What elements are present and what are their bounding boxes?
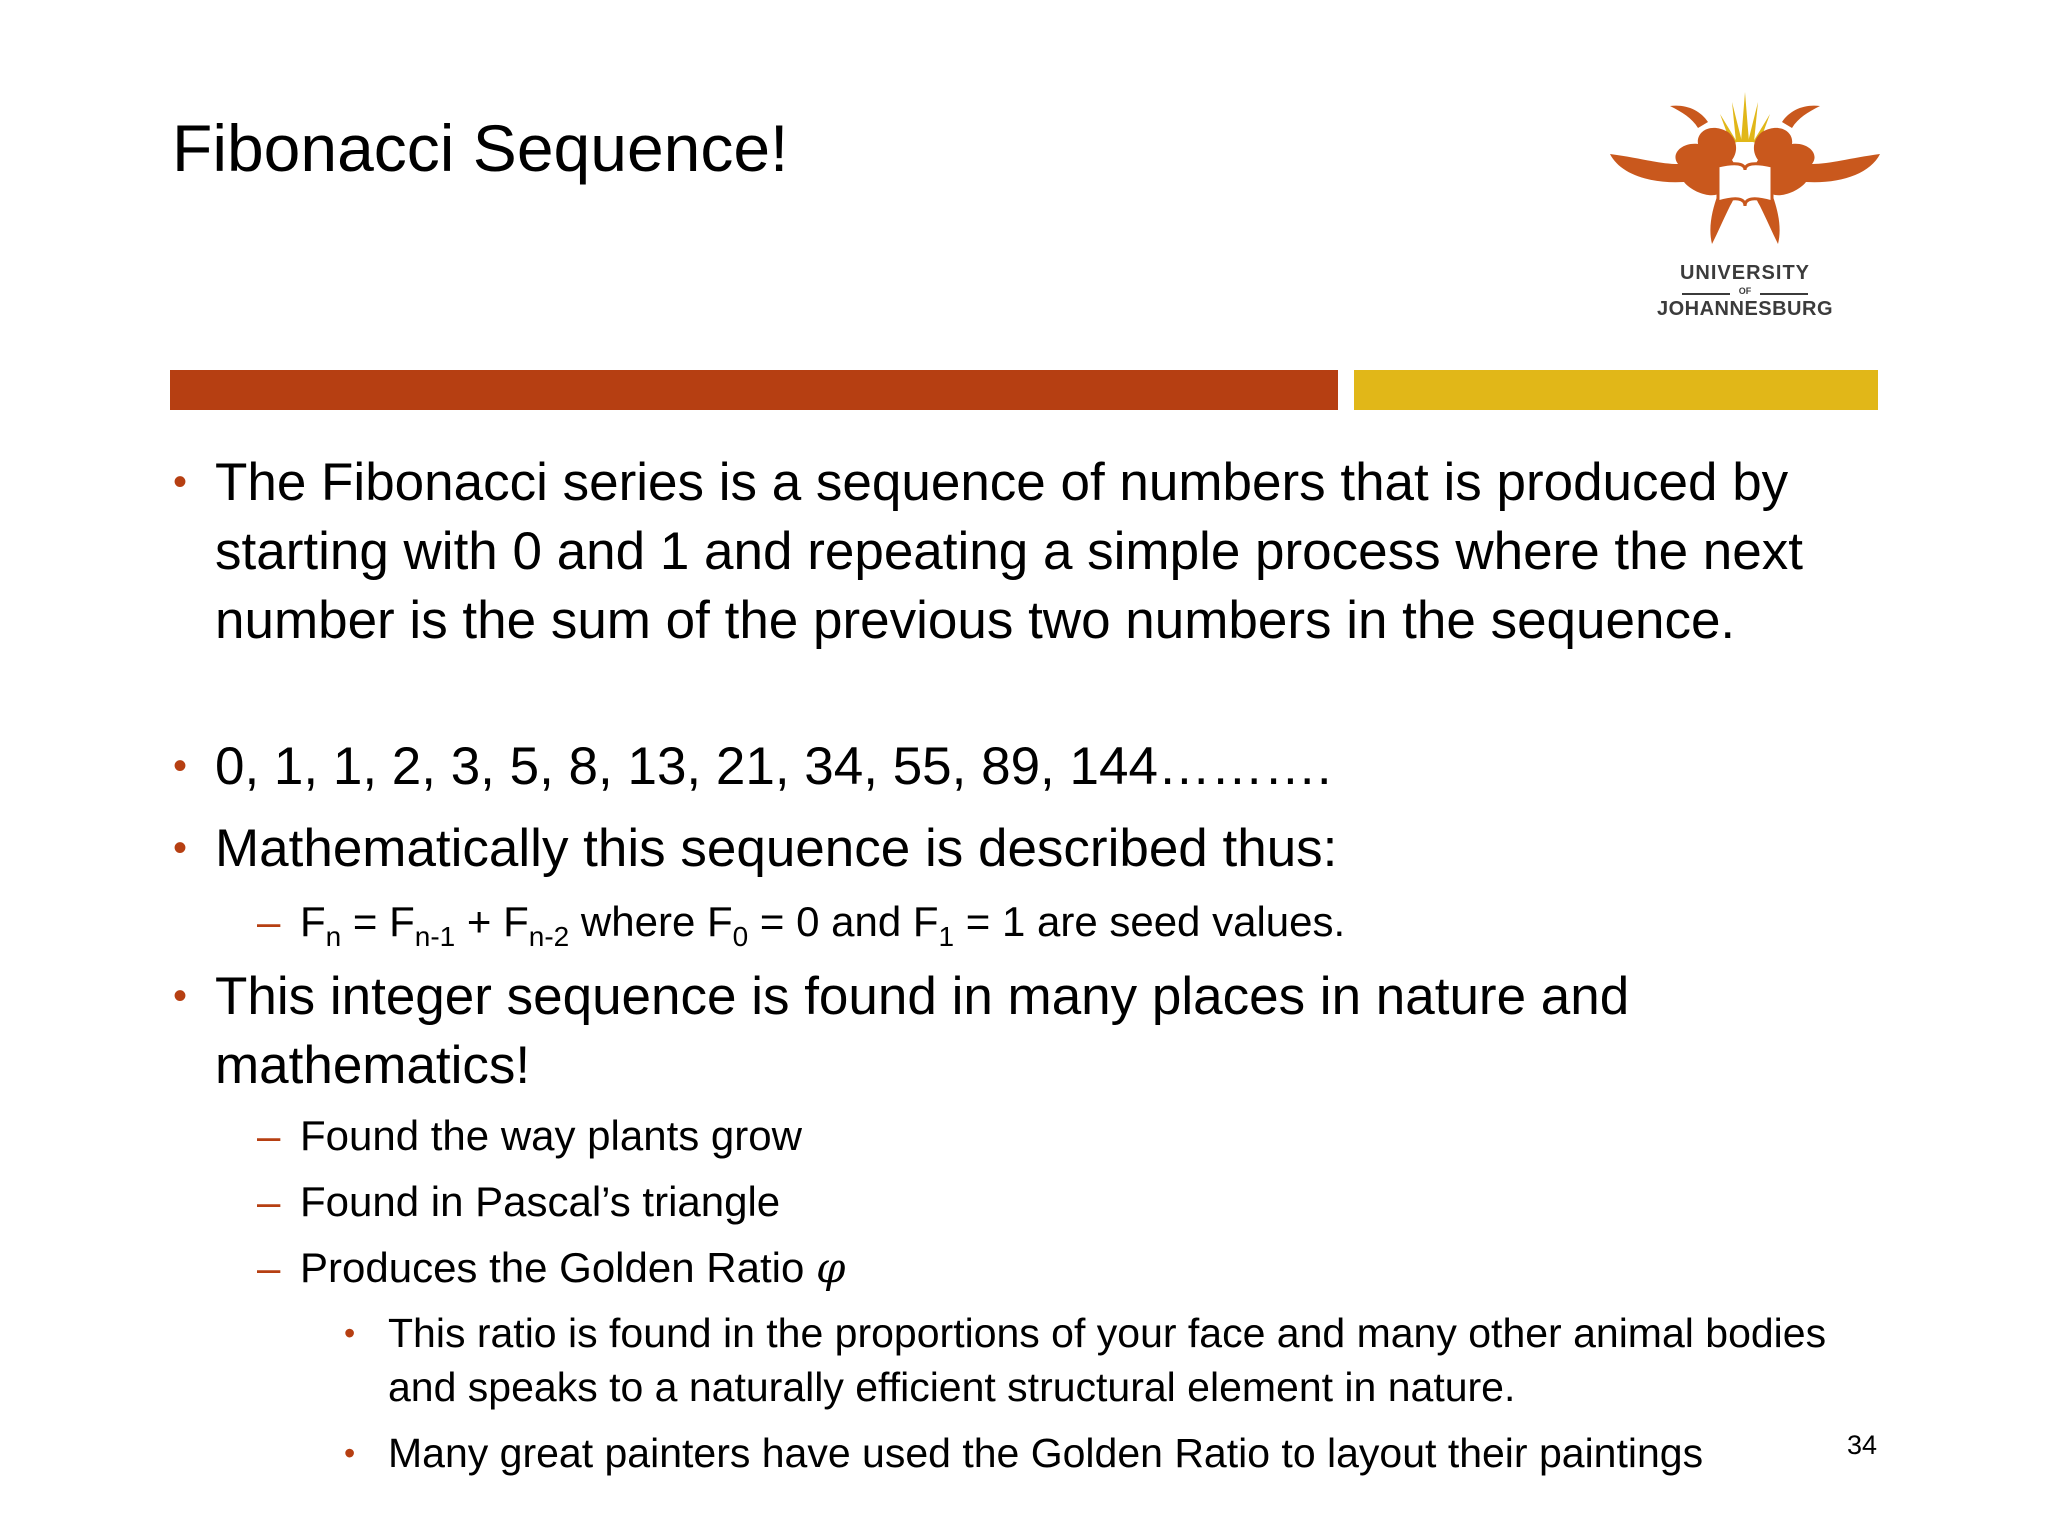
bullet-item bbox=[173, 448, 1895, 655]
sub-sub-bullet-text: Many great painters have used the Golden Ratio to layout their paintings bbox=[388, 1430, 1704, 1476]
logo-text-johannesburg: JOHANNESBURG bbox=[1656, 298, 1834, 320]
bullet-item bbox=[173, 732, 1895, 801]
phi-symbol: φ bbox=[815, 1243, 846, 1292]
formula-text: $F_n = F_{n-1} + F_{n-2}$ where $F_0 = 0$ and $F_1 = 1$ are seed values. bbox=[300, 898, 1346, 952]
bird-emblem-icon bbox=[1600, 82, 1890, 262]
sub-bullet-text: Produces the Golden Ratio bbox=[300, 1244, 816, 1291]
bullet-marker: • bbox=[173, 826, 188, 870]
bullet-marker: • bbox=[173, 974, 188, 1018]
page-number: 34 bbox=[1847, 1430, 1878, 1460]
header-bar-orange bbox=[170, 370, 1338, 410]
logo-text-of: OF bbox=[1738, 286, 1752, 296]
sub-bullet-text: Found the way plants grow bbox=[300, 1112, 802, 1159]
bullet-marker: • bbox=[344, 1435, 356, 1471]
bullet-item bbox=[173, 962, 1895, 1100]
bullet-marker: • bbox=[173, 460, 188, 504]
sub-sub-bullet-item bbox=[344, 1426, 1888, 1480]
bullet-item bbox=[173, 814, 1895, 883]
bullet-marker: • bbox=[344, 1315, 356, 1351]
logo-text-university: UNIVERSITY bbox=[1679, 262, 1811, 284]
sub-bullet-text: Found in Pascal’s triangle bbox=[300, 1178, 781, 1225]
formula-item bbox=[257, 896, 1860, 952]
sub-bullet-item bbox=[257, 1110, 1860, 1162]
slide-title: Fibonacci Sequence! bbox=[172, 111, 789, 185]
sub-sub-bullet-text: This ratio is found in the proportions of your face and many other animal bodies and speaks to a naturally efficient structural element in nature. bbox=[388, 1310, 1827, 1410]
sub-sub-bullet-item bbox=[344, 1306, 1888, 1414]
bullet-text: 0, 1, 1, 2, 3, 5, 8, 13, 21, 34, 55, 89, 144………. bbox=[215, 737, 1332, 796]
header-bar-gold bbox=[1354, 370, 1878, 410]
sub-bullet-item bbox=[257, 1242, 1860, 1294]
bullet-text: This integer sequence is found in many places in nature and mathematics! bbox=[215, 967, 1630, 1095]
dash-marker: – bbox=[257, 1244, 281, 1291]
bullet-text: Mathematically this sequence is described thus: bbox=[215, 819, 1338, 878]
dash-marker: – bbox=[257, 1112, 281, 1159]
bullet-marker: • bbox=[173, 744, 188, 788]
dash-marker: – bbox=[257, 1178, 281, 1225]
bullet-text: The Fibonacci series is a sequence of numbers that is produced by starting with 0 and 1 and repeating a simple process where the next number is the sum of the previous two numbers in the sequence. bbox=[215, 453, 1803, 650]
sub-bullet-item bbox=[257, 1176, 1860, 1228]
university-logo bbox=[1600, 82, 1890, 332]
dash-marker: – bbox=[257, 898, 281, 945]
logo-rule-right bbox=[1760, 293, 1808, 295]
